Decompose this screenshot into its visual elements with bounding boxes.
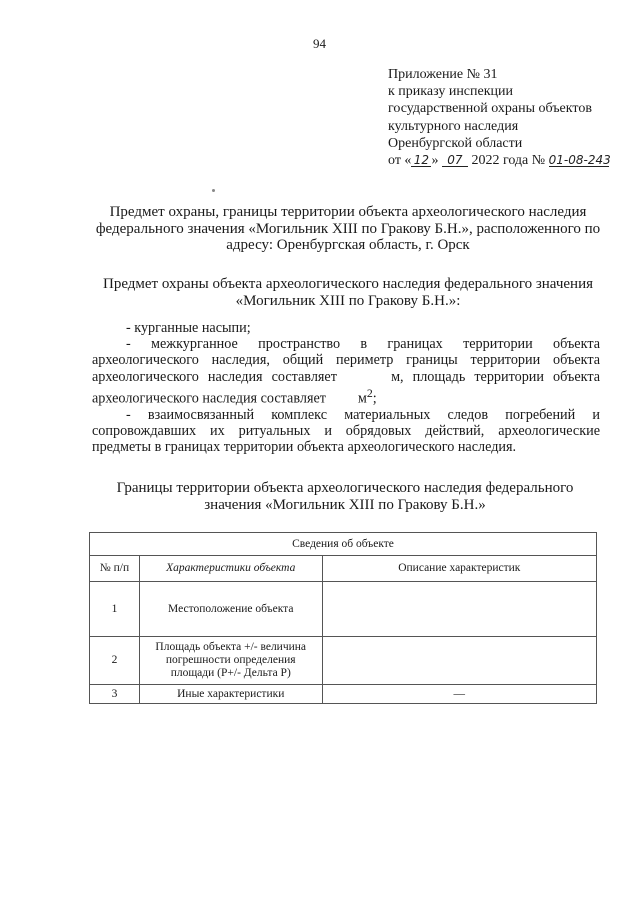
table-header: № п/п	[90, 556, 140, 582]
appendix-line: к приказу инспекции	[388, 84, 514, 100]
appendix-line: культурного наследия	[388, 118, 519, 134]
table-header: Характеристики объекта	[139, 556, 322, 582]
subject-list	[92, 320, 600, 455]
subject-heading: Предмет охраны объекта археологического наследия федерального значения «Могильник XIII по Гракову Б.Н.»:	[102, 276, 594, 309]
date-prefix: от «	[388, 153, 412, 169]
table-row	[90, 637, 597, 685]
appendix-block	[388, 66, 609, 169]
list-item: - курганные насыпи;	[126, 320, 251, 336]
date-suffix: 2022 года №	[471, 153, 546, 169]
row-number: 1	[90, 582, 140, 637]
table-header: Описание характеристик	[322, 556, 596, 582]
appendix-line: Оренбургской области	[388, 135, 523, 151]
table-row	[90, 582, 597, 637]
borders-heading: Границы территории объекта археологического наследия федерального значения «Могильник XIII по Гракову Б.Н.»	[116, 480, 574, 513]
row-number: 3	[90, 685, 140, 704]
handwritten-month: 07	[442, 154, 468, 167]
list-item: - межкурганное пространство в границах территории объекта археологического наследия, общий периметр границы территории объекта археологического наследия составляет м, площадь территории объекта археологического наследия составляет $м^2$;	[92, 336, 600, 407]
row-description	[322, 637, 596, 685]
row-characteristic: Местоположение объекта	[139, 582, 322, 637]
table-row	[90, 685, 597, 704]
row-description	[322, 582, 596, 637]
row-characteristic: Иные характеристики	[139, 685, 322, 704]
appendix-line: государственной охраны объектов	[388, 101, 592, 117]
scan-speck	[212, 189, 215, 192]
row-number: 2	[90, 637, 140, 685]
appendix-title: Приложение № 31	[388, 67, 498, 82]
object-info-table	[89, 532, 597, 704]
appendix-date-line	[388, 152, 609, 169]
row-characteristic: Площадь объекта +/- величина погрешности определения площади (P+/- Дельта P)	[139, 637, 322, 685]
document-title: Предмет охраны, границы территории объекта археологического наследия федерального значения «Могильник XIII по Гракову Б.Н.», расположенного по адресу: Оренбургская область, г. Орск	[95, 204, 601, 253]
handwritten-day: 12	[411, 154, 431, 167]
row-description: —	[322, 685, 596, 704]
handwritten-order-number: 01-08-243	[548, 153, 611, 168]
date-mid: »	[431, 153, 439, 169]
list-item: - взаимосвязанный комплекс материальных следов погребений и сопровождавших их ритуальных и обрядовых действий, археологические предметы в границах территории объекта археологического наследия.	[92, 406, 600, 456]
page-number: 94	[313, 36, 326, 51]
table-caption: Сведения об объекте	[90, 533, 597, 556]
